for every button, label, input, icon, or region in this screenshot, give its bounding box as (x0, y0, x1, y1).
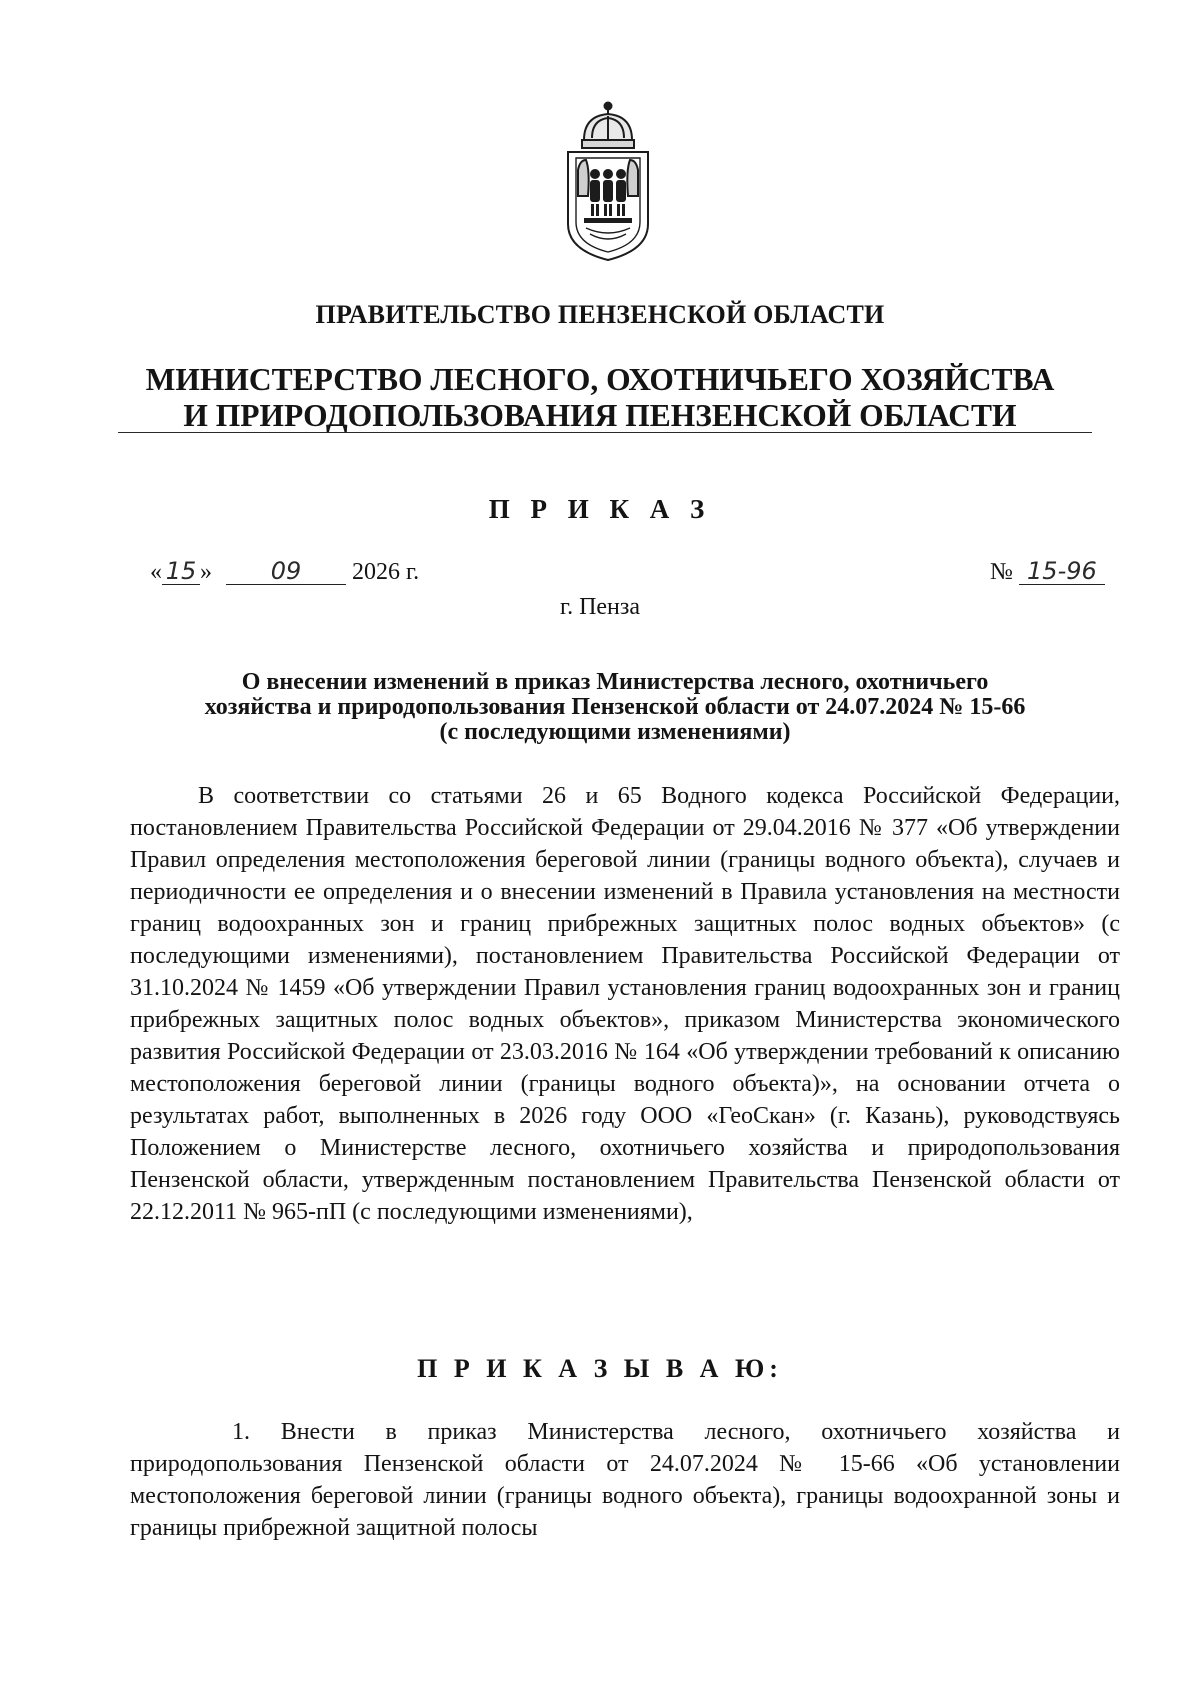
coat-of-arms-emblem (562, 100, 654, 264)
order-verb-heading: П Р И К А З Ы В А Ю: (417, 1354, 783, 1383)
order-title: П Р И К А З (488, 494, 712, 524)
header-divider (118, 432, 1092, 433)
order-month: 09 (226, 558, 346, 585)
ministry-heading (100, 362, 1100, 434)
ministry-heading-line1: МИНИСТЕРСТВО ЛЕСНОГО, ОХОТНИЧЬЕГО ХОЗЯЙСТВА (145, 362, 1055, 397)
subject-line3: (с последующими изменениями) (439, 719, 791, 745)
order-city: г. Пенза (559, 594, 641, 620)
preamble-paragraph: В соответствии со статьями 26 и 65 Водного кодекса Российской Федерации, постановлением Правительства Российской Федерации от 29.04.2016 № 377 «Об утверждении Правил определения местоположения береговой линии (границы водного объекта), случаев и периодичности ее определения и о внесении изменений в Правила установления на местности границ водоохранных зон и границ прибрежных защитных полос водных объектов» (с последующими изменениями), постановлением Правительства Российской Федерации от 31.10.2024 № 1459 «Об утверждении Правил установления границ водоохранных зон и границ прибрежных защитных полос водных объектов», приказом Министерства экономического развития Российской Федерации от 23.03.2016 № 164 «Об утверждении требований к описанию местоположения береговой линии (границы водного объекта)», на основании отчета о результатах работ, выполненных в 2026 году ООО «ГеоСкан» (г. Казань), руководствуясь Положением о Министерстве лесного, охотничьего хозяйства и природопользования Пензенской области, утвержденным постановлением Правительства Пензенской области от 22.12.2011 № 965-пП (с последующими изменениями), (130, 783, 1120, 1225)
order-year: 2026 г. (352, 559, 420, 585)
subject-line2: хозяйства и природопользования Пензенской области от 24.07.2024 № 15-66 (204, 694, 1026, 720)
order-item-1: 1. Внести в приказ Министерства лесного, охотничьего хозяйства и природопользования Пензенской области от 24.07.2024 № 15-66 «Об установлении местоположения береговой линии (границы водного объекта), границы водоохранной зоны и границы прибрежной защитной полосы (130, 1419, 1120, 1541)
order-day: 15 (162, 558, 200, 585)
subject-line1: О внесении изменений в приказ Министерства лесного, охотничьего (241, 669, 989, 695)
order-subject (130, 670, 1100, 745)
ministry-heading-line2: И ПРИРОДОПОЛЬЗОВАНИЯ ПЕНЗЕНСКОЙ ОБЛАСТИ (183, 398, 1017, 433)
date-open-quote: « (150, 559, 162, 585)
order-date (150, 558, 419, 586)
government-heading: ПРАВИТЕЛЬСТВО ПЕНЗЕНСКОЙ ОБЛАСТИ (315, 300, 885, 329)
order-number-label: № (990, 559, 1013, 585)
order-number (990, 558, 1105, 586)
order-number-value: 15-96 (1019, 558, 1105, 585)
date-close-quote: » (200, 559, 212, 585)
